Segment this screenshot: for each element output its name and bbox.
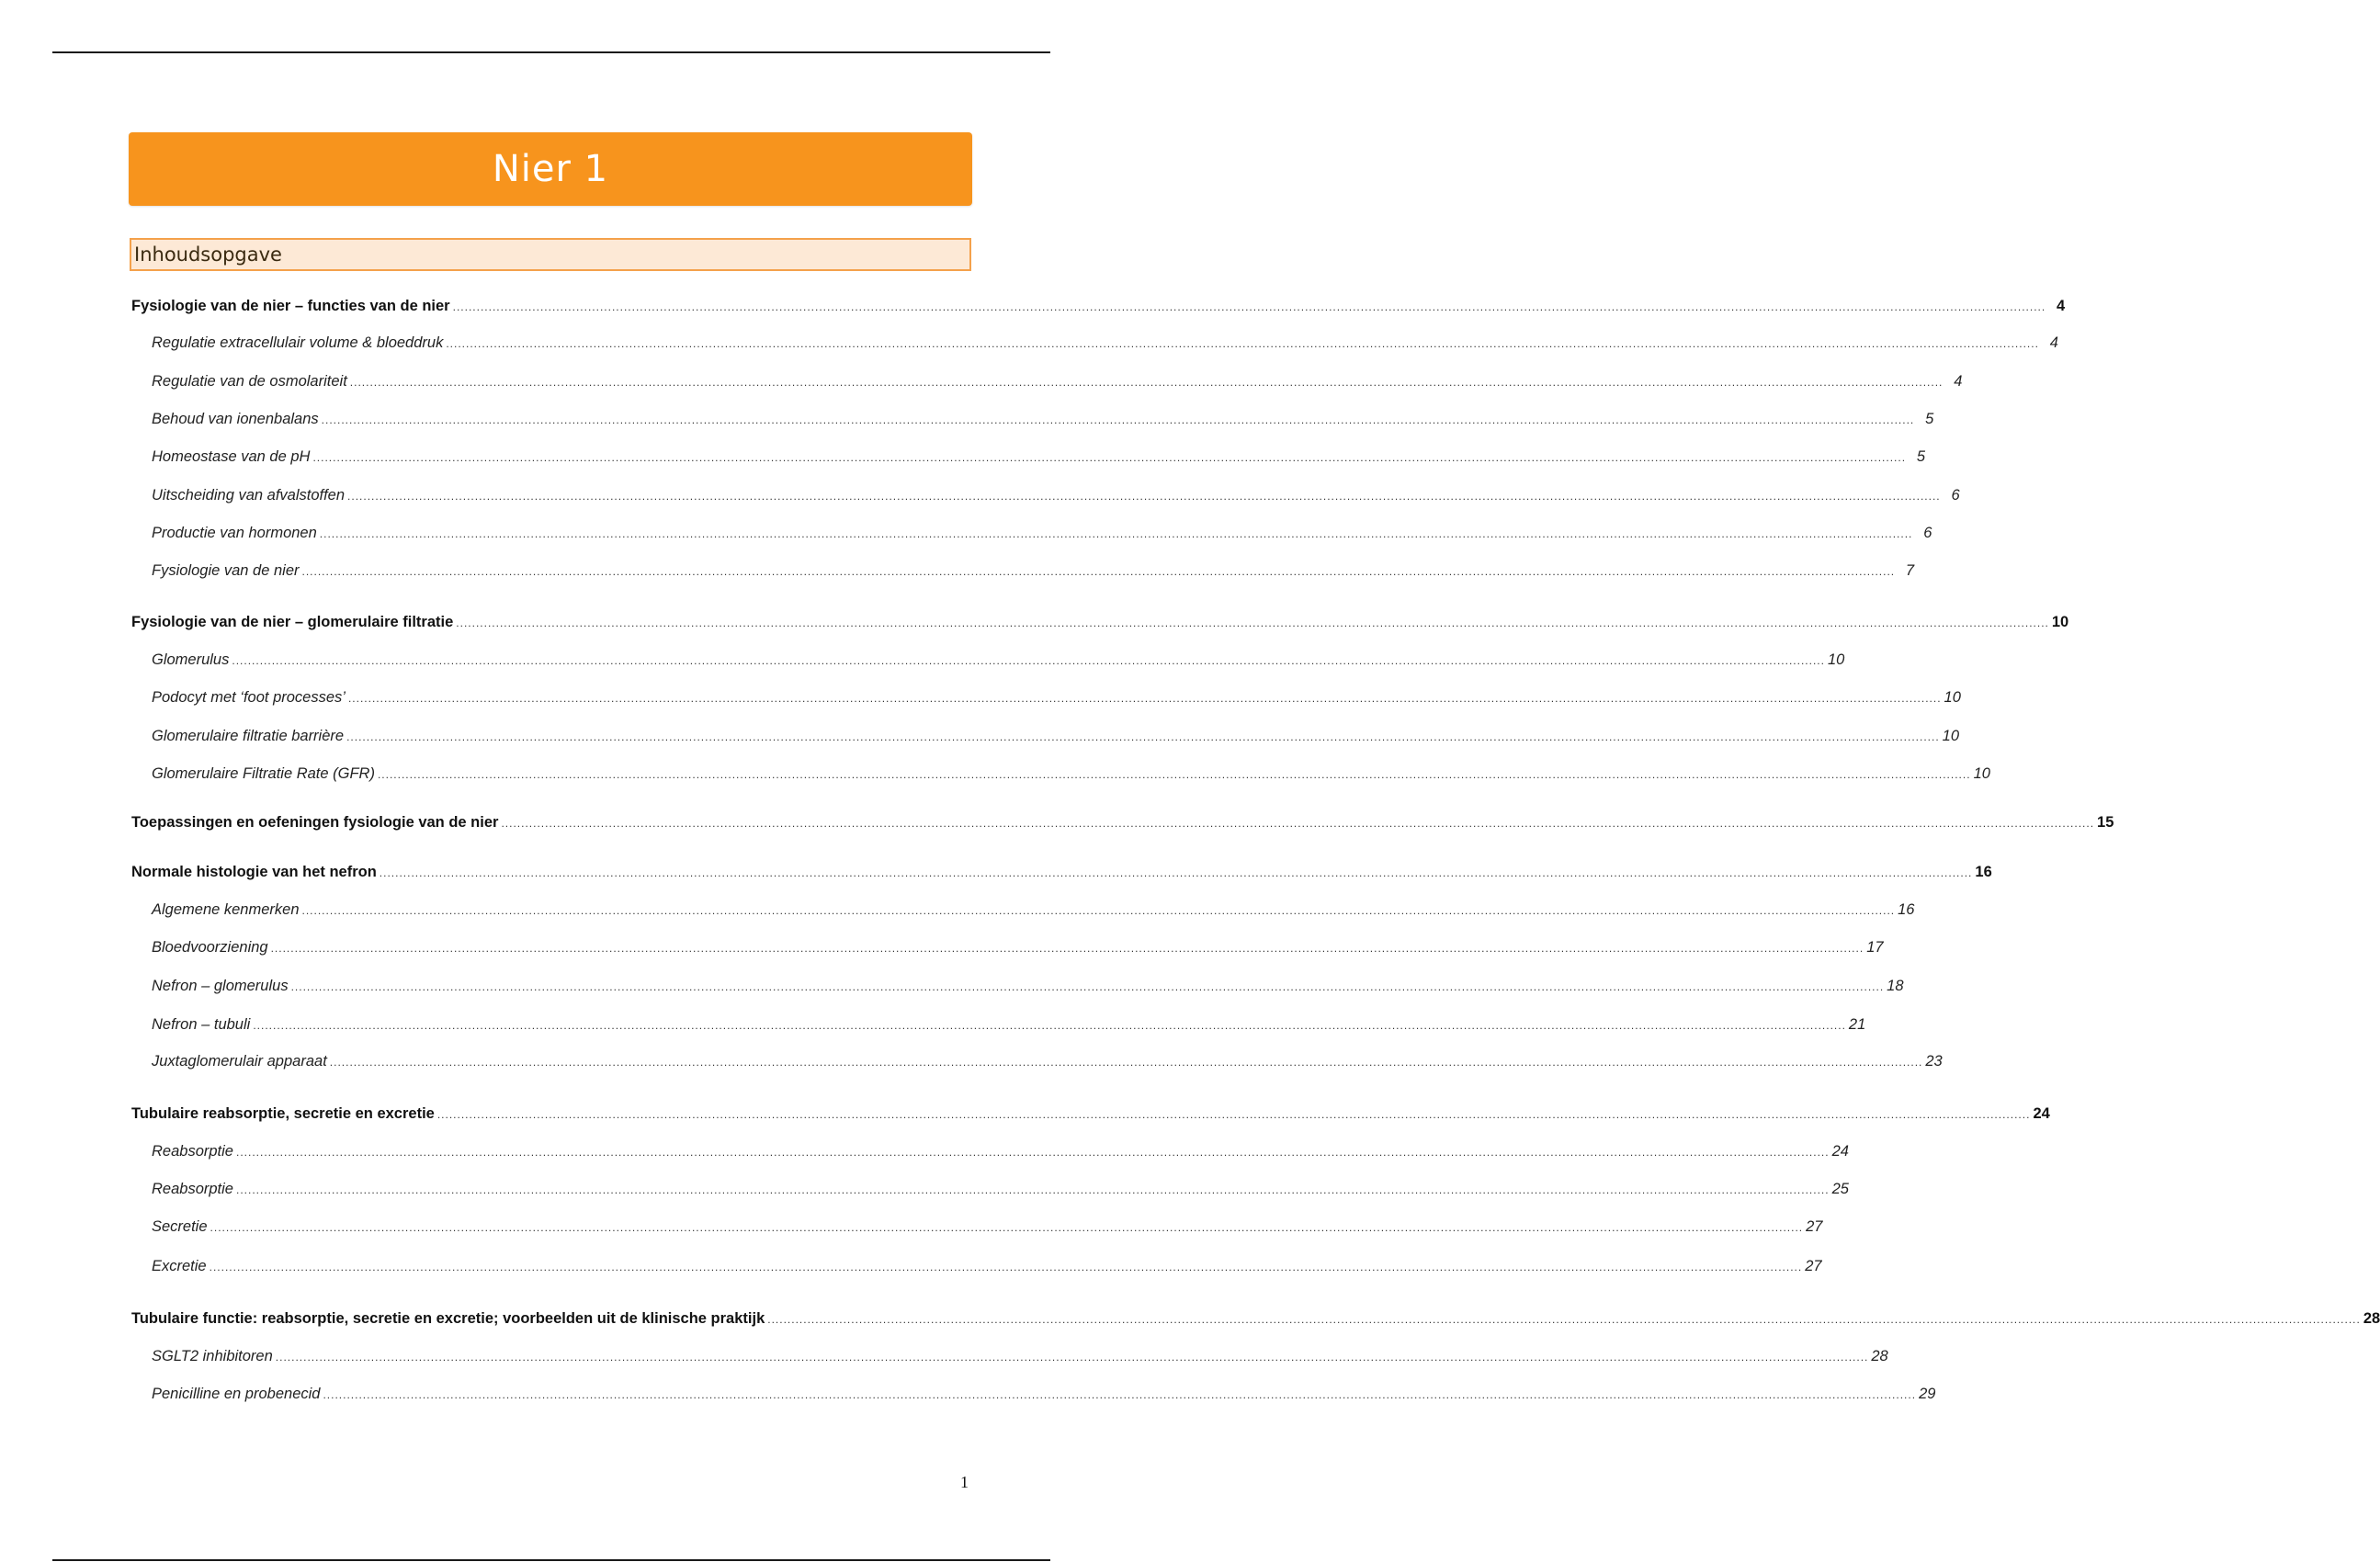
toc-entry-page: 5: [1925, 411, 1934, 427]
toc-entry-title: Fysiologie van de nier – functies van de nier: [131, 298, 450, 314]
toc-entry-title: Uitscheiding van afvalstoffen: [152, 487, 346, 504]
toc-subsection-entry[interactable]: [152, 725, 1960, 747]
toc-entry-page: 15: [2097, 814, 2114, 831]
toc-entry-page: 10: [1944, 689, 1961, 706]
toc-entry-page: 27: [1805, 1258, 1822, 1274]
toc-entry-title: Normale histologie van het nefron: [131, 864, 377, 880]
toc-entry-title: Algemene kenmerken: [152, 901, 300, 918]
header-rule: [52, 51, 1050, 53]
toc-entry-page: 24: [2033, 1105, 2050, 1122]
toc-entry-title: Productie van hormonen: [152, 525, 317, 541]
toc-entry-page: 17: [1866, 939, 1884, 956]
toc-entry-page: 23: [1925, 1053, 1943, 1070]
page-number: 1: [960, 1473, 969, 1491]
toc-entry-page: 16: [1898, 901, 1915, 918]
toc-subsection-entry[interactable]: [152, 522, 1932, 544]
toc-subsection-entry[interactable]: [152, 899, 1915, 921]
toc-section-entry[interactable]: [131, 1103, 2050, 1125]
toc-subsection-entry[interactable]: [152, 1050, 1943, 1072]
toc-entry-title: Fysiologie van de nier – glomerulaire filtratie: [131, 614, 454, 630]
toc-entry-page: 28: [1871, 1348, 1888, 1364]
toc-subsection-entry[interactable]: [152, 936, 1884, 958]
toc-entry-page: 4: [1954, 373, 1963, 390]
toc-subsection-entry[interactable]: [152, 975, 1904, 997]
toc-entry-page: 10: [2051, 614, 2069, 630]
toc-leader-dots: ................................................................................................................................................................................................................................................................................................................................................................................................................: [436, 1108, 2031, 1121]
toc-subsection-entry[interactable]: [152, 1013, 1866, 1036]
toc-subsection-entry[interactable]: [152, 484, 1960, 506]
toc-entry-page: 21: [1848, 1016, 1866, 1033]
toc-subsection-entry[interactable]: [152, 686, 1961, 708]
toc-leader-dots: ................................................................................................................................................................................................................................................................................................................................................................................................................: [456, 617, 2049, 629]
toc-subsection-entry[interactable]: [152, 763, 1990, 785]
toc-entry-page: 4: [2049, 334, 2058, 351]
toc-leader-dots: ................................................................................................................................................................................................................................................................................................................................................................................................................: [323, 1388, 1917, 1401]
toc-subsection-entry[interactable]: [152, 446, 1926, 468]
toc-leader-dots: ................................................................................................................................................................................................................................................................................................................................................................................................................: [301, 904, 1896, 917]
toc-entry-page: 29: [1919, 1386, 1936, 1402]
toc-leader-dots: ................................................................................................................................................................................................................................................................................................................................................................................................................: [347, 490, 1941, 503]
toc-subsection-entry[interactable]: [152, 332, 2058, 354]
toc-entry-title: Toepassingen en oefeningen fysiologie van de nier: [131, 814, 499, 831]
toc-entry-title: Regulatie van de osmolariteit: [152, 373, 347, 390]
toc-entry-page: 28: [2363, 1310, 2380, 1327]
toc-leader-dots: ................................................................................................................................................................................................................................................................................................................................................................................................................: [377, 768, 1971, 781]
toc-section-entry[interactable]: [131, 861, 1992, 883]
toc-entry-page: 10: [1827, 651, 1845, 668]
toc-entry-title: Juxtaglomerulair apparaat: [152, 1053, 327, 1070]
toc-leader-dots: ................................................................................................................................................................................................................................................................................................................................................................................................................: [235, 1146, 1830, 1159]
toc-entry-page: 6: [1951, 487, 1960, 504]
toc-entry-title: Glomerulus: [152, 651, 230, 668]
toc-entry-page: 10: [1973, 765, 1990, 782]
toc-leader-dots: ................................................................................................................................................................................................................................................................................................................................................................................................................: [301, 565, 1896, 578]
toc-entry-title: Tubulaire reabsorptie, secretie en excretie: [131, 1105, 435, 1122]
toc-subsection-entry[interactable]: [152, 408, 1934, 430]
toc-leader-dots: ................................................................................................................................................................................................................................................................................................................................................................................................................: [270, 942, 1864, 955]
toc-leader-dots: ................................................................................................................................................................................................................................................................................................................................................................................................................: [209, 1261, 1803, 1273]
toc-entry-title: Nefron – tubuli: [152, 1016, 251, 1033]
toc-section-entry[interactable]: [131, 295, 2066, 317]
toc-entry-title: Podocyt met ‘foot processes’: [152, 689, 346, 706]
toc-entry-title: Nefron – glomerulus: [152, 978, 289, 994]
toc-entry-title: Regulatie extracellulair volume & bloeddruk: [152, 334, 444, 351]
toc-entry-title: Secretie: [152, 1218, 208, 1235]
toc-subsection-entry[interactable]: [152, 1345, 1888, 1367]
toc-section-entry[interactable]: [131, 1307, 2380, 1330]
toc-subsection-entry[interactable]: [152, 1216, 1823, 1238]
toc-entry-title: Reabsorptie: [152, 1181, 233, 1197]
toc-entry-title: Bloedvoorziening: [152, 939, 268, 956]
toc-entry-page: 18: [1887, 978, 1904, 994]
toc-entry-title: Excretie: [152, 1258, 207, 1274]
toc-entry-title: Homeostase van de pH: [152, 448, 311, 465]
title-banner: [129, 132, 972, 206]
toc-subsection-entry[interactable]: [152, 1255, 1822, 1277]
toc-entry-page: 6: [1923, 525, 1932, 541]
toc-entry-page: 5: [1916, 448, 1926, 465]
toc-section-entry[interactable]: [131, 811, 2114, 833]
document-title: Nier 1: [492, 148, 609, 190]
toc-subsection-entry[interactable]: [152, 1140, 1849, 1162]
toc-entry-title: Penicilline en probenecid: [152, 1386, 321, 1402]
toc-section-entry[interactable]: [131, 611, 2069, 633]
toc-leader-dots: ................................................................................................................................................................................................................................................................................................................................................................................................................: [210, 1221, 1804, 1234]
toc-entry-page: 24: [1831, 1143, 1849, 1160]
toc-subsection-entry[interactable]: [152, 560, 1915, 582]
toc-leader-dots: ................................................................................................................................................................................................................................................................................................................................................................................................................: [349, 376, 1944, 389]
toc-entry-title: Reabsorptie: [152, 1143, 233, 1160]
toc-leader-dots: ................................................................................................................................................................................................................................................................................................................................................................................................................: [446, 337, 2039, 350]
footer-rule: [52, 1559, 1050, 1561]
toc-entry-title: Fysiologie van de nier: [152, 562, 300, 579]
toc-leader-dots: ................................................................................................................................................................................................................................................................................................................................................................................................................: [379, 866, 1973, 879]
toc-leader-dots: ................................................................................................................................................................................................................................................................................................................................................................................................................: [501, 817, 2095, 830]
toc-subsection-entry[interactable]: [152, 370, 1963, 392]
toc-subsection-entry[interactable]: [152, 649, 1845, 671]
toc-leader-dots: ................................................................................................................................................................................................................................................................................................................................................................................................................: [275, 1351, 1869, 1364]
toc-leader-dots: ................................................................................................................................................................................................................................................................................................................................................................................................................: [452, 300, 2046, 313]
toc-entry-title: Glomerulaire Filtratie Rate (GFR): [152, 765, 375, 782]
toc-leader-dots: ................................................................................................................................................................................................................................................................................................................................................................................................................: [767, 1313, 2361, 1326]
toc-entry-title: Tubulaire functie: reabsorptie, secretie en excretie; voorbeelden uit de klinische praktijk: [131, 1310, 765, 1327]
toc-entry-title: SGLT2 inhibitoren: [152, 1348, 273, 1364]
toc-leader-dots: ................................................................................................................................................................................................................................................................................................................................................................................................................: [232, 654, 1825, 667]
toc-leader-dots: ................................................................................................................................................................................................................................................................................................................................................................................................................: [312, 451, 1907, 464]
toc-subsection-entry[interactable]: [152, 1178, 1849, 1200]
toc-entry-page: 4: [2057, 298, 2066, 314]
toc-leader-dots: ................................................................................................................................................................................................................................................................................................................................................................................................................: [290, 980, 1885, 993]
toc-leader-dots: ................................................................................................................................................................................................................................................................................................................................................................................................................: [329, 1056, 1923, 1069]
toc-heading: Inhoudsopgave: [130, 238, 971, 271]
toc-leader-dots: ................................................................................................................................................................................................................................................................................................................................................................................................................: [253, 1019, 1846, 1032]
toc-entry-page: 10: [1942, 728, 1960, 744]
toc-entry-page: 16: [1975, 864, 1992, 880]
toc-leader-dots: ................................................................................................................................................................................................................................................................................................................................................................................................................: [321, 413, 1915, 426]
toc-subsection-entry[interactable]: [152, 1383, 1936, 1405]
toc-leader-dots: ................................................................................................................................................................................................................................................................................................................................................................................................................: [319, 527, 1913, 540]
toc-entry-page: 27: [1806, 1218, 1823, 1235]
toc-entry-page: 25: [1831, 1181, 1849, 1197]
toc-entry-title: Glomerulaire filtratie barrière: [152, 728, 345, 744]
toc-leader-dots: ................................................................................................................................................................................................................................................................................................................................................................................................................: [235, 1183, 1830, 1196]
toc-leader-dots: ................................................................................................................................................................................................................................................................................................................................................................................................................: [347, 692, 1942, 705]
toc-leader-dots: ................................................................................................................................................................................................................................................................................................................................................................................................................: [346, 730, 1940, 743]
toc-entry-page: 7: [1905, 562, 1915, 579]
toc-entry-title: Behoud van ionenbalans: [152, 411, 319, 427]
